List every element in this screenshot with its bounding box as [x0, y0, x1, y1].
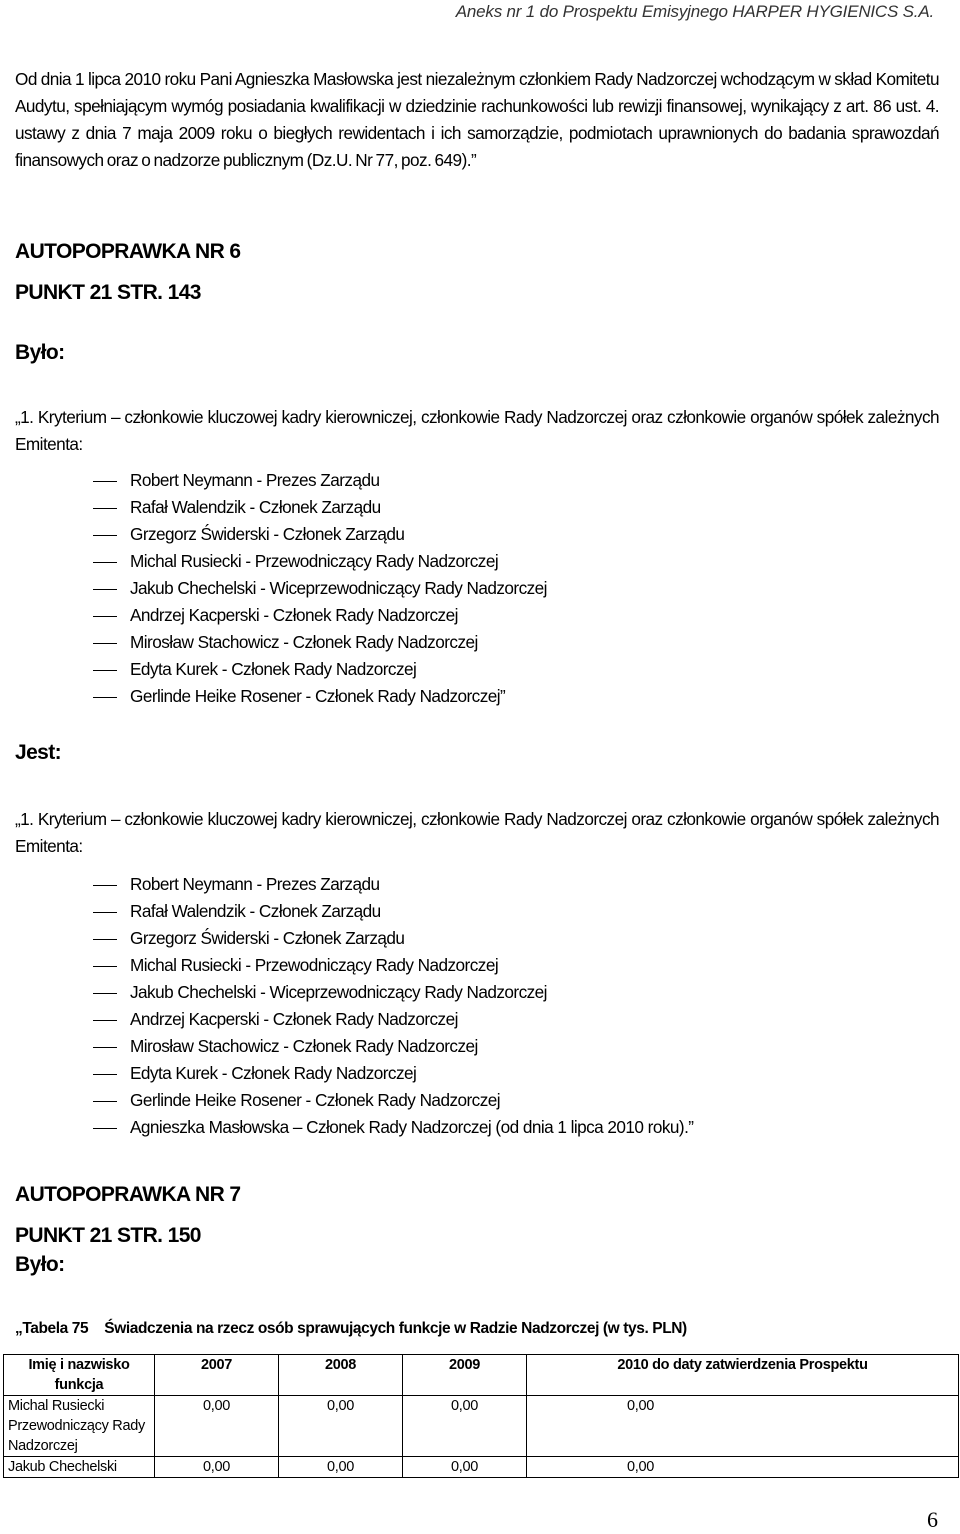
list-item: [93, 602, 547, 629]
list-item-text: Michal Rusiecki - Przewodniczący Rady Nadzorczej: [130, 551, 499, 571]
table-caption: [15, 1320, 687, 1338]
list-item-text: Jakub Chechelski - Wiceprzewodniczący Rady Nadzorczej: [130, 982, 547, 1002]
section6-title: AUTOPOPRAWKA NR 6: [15, 240, 241, 263]
dash-bullet: [93, 1101, 117, 1102]
section6-bylo-label: Było:: [15, 341, 65, 364]
section6-bylo-text: „1. Kryterium – członkowie kluczowej kadry kierowniczej, członkowie Rady Nadzorczej oraz członkowie organów spółek zależnych Emitenta:: [15, 407, 939, 454]
list-item-text: Edyta Kurek - Członek Rady Nadzorczej: [130, 1063, 417, 1083]
list-item-text: Gerlinde Heike Rosener - Członek Rady Nadzorczej”: [130, 686, 506, 706]
table-cell: 0,00: [527, 1396, 959, 1457]
table-header-cell: 2009: [403, 1355, 527, 1396]
dash-bullet: [93, 939, 117, 940]
list-item: [93, 494, 547, 521]
list-item-text: Grzegorz Świderski - Członek Zarządu: [130, 524, 405, 544]
table-cell: 0,00: [527, 1457, 959, 1478]
list-item-text: Edyta Kurek - Członek Rady Nadzorczej: [130, 659, 417, 679]
table-row: [4, 1457, 959, 1478]
page-number: 6: [927, 1507, 938, 1532]
dash-bullet: [93, 562, 117, 563]
section7-punkt: PUNKT 21 STR. 150: [15, 1224, 201, 1247]
dash-bullet: [93, 535, 117, 536]
list-item: [93, 898, 693, 925]
list-item-text: Andrzej Kacperski - Członek Rady Nadzorczej: [130, 1009, 458, 1029]
dash-bullet: [93, 697, 117, 698]
list-item: [93, 548, 547, 575]
dash-bullet: [93, 1047, 117, 1048]
table-cell-name: Michal Rusiecki Przewodniczący Rady Nadzorczej: [4, 1396, 155, 1457]
table-row: [4, 1396, 959, 1457]
section6-jest-label: Jest:: [15, 741, 62, 764]
list-item-text: Robert Neymann - Prezes Zarządu: [130, 470, 380, 490]
table-cell: 0,00: [279, 1457, 403, 1478]
list-item: [93, 925, 693, 952]
table-caption-label: „Tabela 75: [15, 1320, 89, 1337]
section7-title: AUTOPOPRAWKA NR 7: [15, 1183, 241, 1206]
list-item-text: Robert Neymann - Prezes Zarządu: [130, 874, 380, 894]
list-item: [93, 656, 547, 683]
list-item-text: Mirosław Stachowicz - Członek Rady Nadzorczej: [130, 632, 478, 652]
table-cell: 0,00: [155, 1457, 279, 1478]
dash-bullet: [93, 912, 117, 913]
section6-bylo-list: [93, 467, 547, 710]
list-item-text: Andrzej Kacperski - Członek Rady Nadzorczej: [130, 605, 458, 625]
table-cell: 0,00: [155, 1396, 279, 1457]
dash-bullet: [93, 589, 117, 590]
list-item-text: Grzegorz Świderski - Członek Zarządu: [130, 928, 405, 948]
list-item: [93, 1006, 693, 1033]
list-item: [93, 521, 547, 548]
table-caption-title: Świadczenia na rzecz osób sprawujących funkcje w Radzie Nadzorczej (w tys. PLN): [104, 1320, 687, 1337]
dash-bullet: [93, 643, 117, 644]
list-item-text: Rafał Walendzik - Członek Zarządu: [130, 901, 381, 921]
list-item: [93, 952, 693, 979]
dash-bullet: [93, 1128, 117, 1129]
list-item: [93, 1087, 693, 1114]
table-header-cell: 2010 do daty zatwierdzenia Prospektu: [527, 1355, 959, 1396]
table-header-row: [4, 1355, 959, 1396]
dash-bullet: [93, 670, 117, 671]
dash-bullet: [93, 1020, 117, 1021]
table-header-cell: Imię i nazwisko funkcja: [4, 1355, 155, 1396]
table-cell: 0,00: [279, 1396, 403, 1457]
list-item: [93, 683, 547, 710]
table-cell: 0,00: [403, 1396, 527, 1457]
dash-bullet: [93, 1074, 117, 1075]
table-header-cell: 2008: [279, 1355, 403, 1396]
list-item-text: Agnieszka Masłowska – Członek Rady Nadzorczej (od dnia 1 lipca 2010 roku).”: [130, 1117, 694, 1137]
document-header: Aneks nr 1 do Prospektu Emisyjnego HARPER HYGIENICS S.A.: [455, 2, 934, 21]
list-item: [93, 871, 693, 898]
section6-jest-list: [93, 871, 693, 1141]
dash-bullet: [93, 616, 117, 617]
list-item: [93, 629, 547, 656]
dash-bullet: [93, 885, 117, 886]
list-item: [93, 979, 693, 1006]
list-item: [93, 467, 547, 494]
list-item: [93, 575, 547, 602]
list-item-text: Rafał Walendzik - Członek Zarządu: [130, 497, 381, 517]
dash-bullet: [93, 481, 117, 482]
list-item-text: Gerlinde Heike Rosener - Członek Rady Nadzorczej: [130, 1090, 501, 1110]
dash-bullet: [93, 993, 117, 994]
table-cell: 0,00: [403, 1457, 527, 1478]
list-item-text: Jakub Chechelski - Wiceprzewodniczący Rady Nadzorczej: [130, 578, 547, 598]
section7-bylo-label: Było:: [15, 1253, 65, 1276]
benefits-table: [3, 1354, 959, 1478]
section6-jest-text: „1. Kryterium – członkowie kluczowej kadry kierowniczej, członkowie Rady Nadzorczej oraz członkowie organów spółek zależnych Emitenta:: [15, 809, 939, 856]
dash-bullet: [93, 966, 117, 967]
table-header-cell: 2007: [155, 1355, 279, 1396]
list-item-text: Mirosław Stachowicz - Członek Rady Nadzorczej: [130, 1036, 478, 1056]
intro-paragraph: Od dnia 1 lipca 2010 roku Pani Agnieszka Masłowska jest niezależnym członkiem Rady Nadzorczej wchodzącym w skład Komitetu Audytu, spełniającym wymóg posiadania kwalifikacji w dziedzinie rachunkowości lub rewizji finansowej, wynikający z art. 86 ust. 4. ustawy z dnia 7 maja 2009 roku o biegłych rewidentach i ich samorządzie, podmiotach uprawnionych do badania sprawozdań finansowych oraz o nadzorze publicznym (Dz.U. Nr 77, poz. 649).”: [15, 69, 939, 170]
list-item: [93, 1060, 693, 1087]
list-item: [93, 1114, 693, 1141]
dash-bullet: [93, 508, 117, 509]
table-cell-name: Jakub Chechelski: [4, 1457, 155, 1478]
list-item-text: Michal Rusiecki - Przewodniczący Rady Nadzorczej: [130, 955, 499, 975]
section6-punkt: PUNKT 21 STR. 143: [15, 281, 201, 304]
list-item: [93, 1033, 693, 1060]
